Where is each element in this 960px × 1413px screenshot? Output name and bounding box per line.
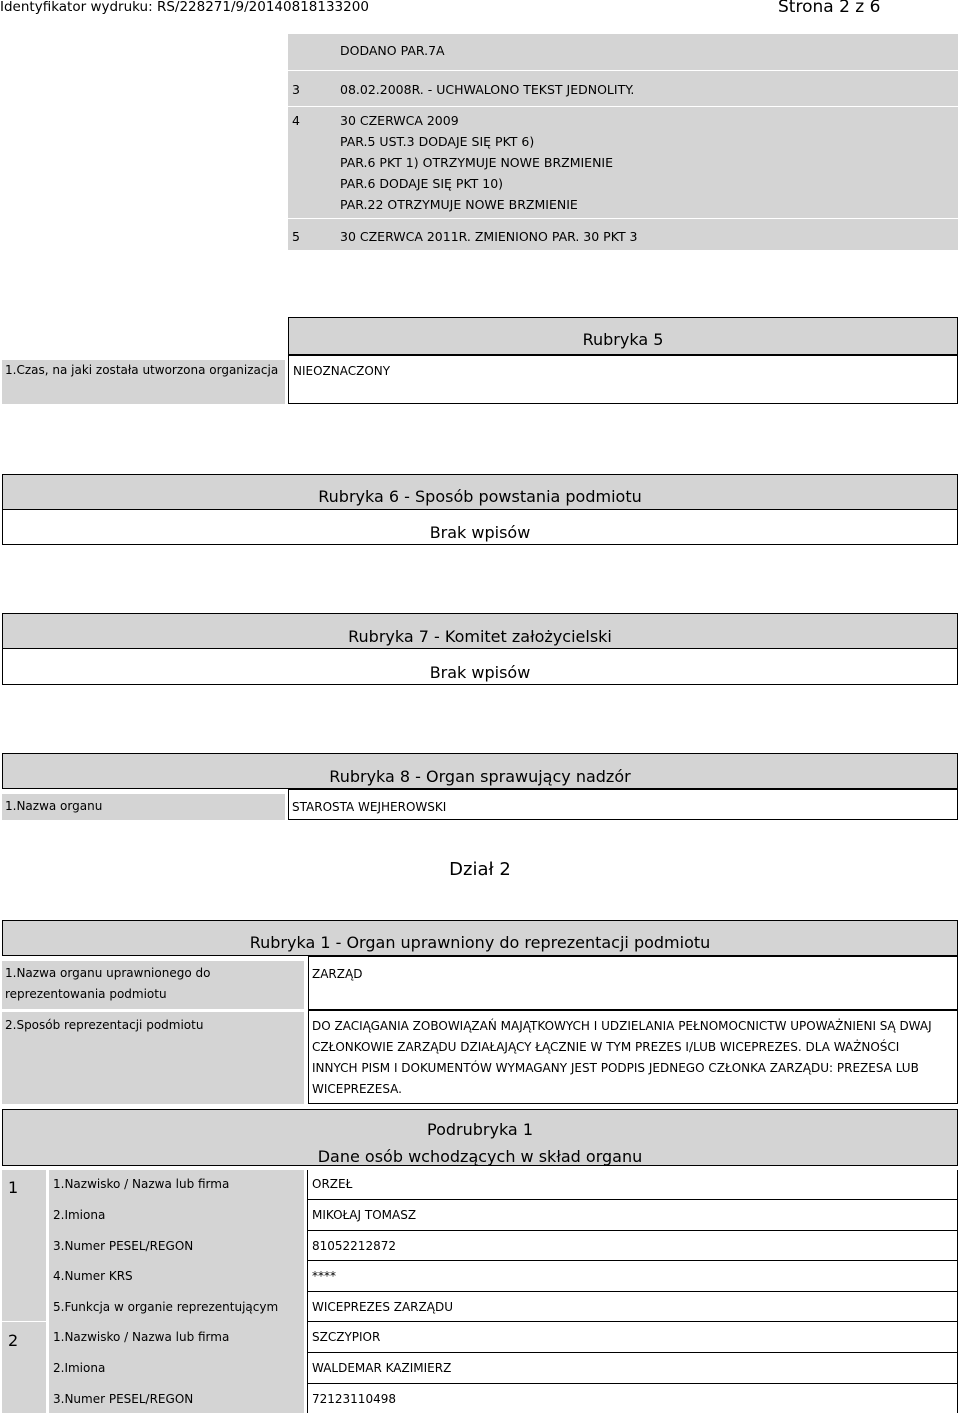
history-row-number: 5 (292, 229, 300, 244)
history-line: 08.02.2008R. - UCHWALONO TEKST JEDNOLITY. (340, 82, 635, 97)
person-field-label: 2.Imiona (53, 1361, 106, 1375)
dzial-2-rubryka-1-title: Rubryka 1 - Organ uprawniony do reprezentacji podmiotu (2, 920, 958, 956)
person-field-value: WALDEMAR KAZIMIERZ (312, 1361, 452, 1375)
rubryka-7-title: Rubryka 7 - Komitet założycielski (2, 613, 958, 649)
person-field-value: MIKOŁAJ TOMASZ (312, 1208, 417, 1222)
history-row-1 (340, 40, 445, 61)
page-number: Strona 2 z 6 (778, 0, 881, 17)
organ-name-value: ZARZĄD (308, 956, 958, 1010)
person-number-column (2, 1170, 46, 1413)
person-number: 1 (8, 1178, 19, 1197)
person-field-label: 1.Nazwisko / Nazwa lub firma (53, 1177, 230, 1191)
person-field-value: SZCZYPIOR (312, 1330, 381, 1344)
history-row-2 (340, 79, 634, 100)
rubryka-7-empty: Brak wpisów (2, 648, 958, 685)
person-field-label: 1.Nazwisko / Nazwa lub firma (53, 1330, 230, 1344)
person-field-value: ORZEŁ (312, 1177, 353, 1191)
podrubryka-1-header (2, 1109, 958, 1166)
person-field-label: 5.Funkcja w organie reprezentującym (53, 1300, 279, 1314)
person-field-label: 2.Imiona (53, 1208, 106, 1222)
history-line: DODANO PAR.7A (340, 43, 445, 58)
person-field-value: 81052212872 (312, 1239, 396, 1253)
rubryka-8-title: Rubryka 8 - Organ sprawujący nadzór (2, 753, 958, 789)
row-divider (307, 1321, 958, 1322)
row-divider (307, 1230, 958, 1231)
person-field-value: 72123110498 (312, 1392, 396, 1406)
rubryka-8-label: 1.Nazwa organu (2, 794, 285, 820)
organ-name-label: 1.Nazwa organu uprawnionego do reprezentowania podmiotu (2, 961, 304, 1009)
history-line: PAR.6 DODAJE SIĘ PKT 10) (340, 176, 504, 191)
person-number: 2 (8, 1331, 19, 1350)
rubryka-6-empty: Brak wpisów (2, 509, 958, 545)
history-line: PAR.22 OTRZYMUJE NOWE BRZMIENIE (340, 197, 578, 212)
rubryka-5-value: NIEOZNACZONY (288, 355, 958, 404)
divider (288, 218, 958, 219)
divider (2, 1321, 46, 1322)
rubryka-5-title: Rubryka 5 (288, 317, 958, 355)
history-row-3 (340, 110, 613, 215)
history-line: 30 CZERWCA 2011R. ZMIENIONO PAR. 30 PKT 3 (340, 229, 638, 244)
history-line: 30 CZERWCA 2009 (340, 113, 459, 128)
divider (288, 250, 958, 251)
row-divider (307, 1260, 958, 1261)
podrubryka-1-title: Podrubryka 1 (427, 1120, 533, 1139)
history-row-4 (340, 226, 638, 247)
representation-value: DO ZACIĄGANIA ZOBOWIĄZAŃ MAJĄTKOWYCH I UDZIELANIA PEŁNOMOCNICTW UPOWAŻNIENI SĄ DWAJ CZŁONKOWIE ZARZĄDU DZIAŁAJĄCY ŁĄCZNIE W TYM PREZES I/LUB WICEPREZES. DLA WAŻNOŚCI INNYCH PISM I DOKUMENTÓW WYMAGANY JEST PODPIS JEDNEGO CZŁONKA ZARZĄDU: PREZESA LUB WICEPREZESA. (308, 1010, 958, 1104)
divider (288, 70, 958, 71)
print-identifier: Identyfikator wydruku: RS/228271/9/20140818133200 (0, 0, 369, 15)
person-field-label: 4.Numer KRS (53, 1269, 133, 1283)
row-divider (307, 1383, 958, 1384)
divider (288, 106, 958, 107)
podrubryka-1-subtitle: Dane osób wchodzących w skład organu (317, 1147, 643, 1166)
representation-label: 2.Sposób reprezentacji podmiotu (2, 1012, 304, 1104)
history-row-number: 3 (292, 82, 300, 97)
person-field-value: **** (312, 1269, 336, 1283)
history-line: PAR.5 UST.3 DODAJE SIĘ PKT 6) (340, 134, 535, 149)
row-divider (307, 1199, 958, 1200)
rubryka-5-label: 1.Czas, na jaki została utworzona organizacja (2, 360, 285, 404)
person-field-label: 3.Numer PESEL/REGON (53, 1392, 194, 1406)
rubryka-6-title: Rubryka 6 - Sposób powstania podmiotu (2, 474, 958, 510)
row-divider (307, 1291, 958, 1292)
history-row-number: 4 (292, 113, 300, 128)
history-line: PAR.6 PKT 1) OTRZYMUJE NOWE BRZMIENIE (340, 155, 614, 170)
row-divider (307, 1352, 958, 1353)
section-title-dzial-2: Dział 2 (449, 859, 511, 880)
rubryka-8-value: STAROSTA WEJHEROWSKI (288, 789, 958, 820)
person-field-label: 3.Numer PESEL/REGON (53, 1239, 194, 1253)
person-field-value: WICEPREZES ZARZĄDU (312, 1300, 453, 1314)
